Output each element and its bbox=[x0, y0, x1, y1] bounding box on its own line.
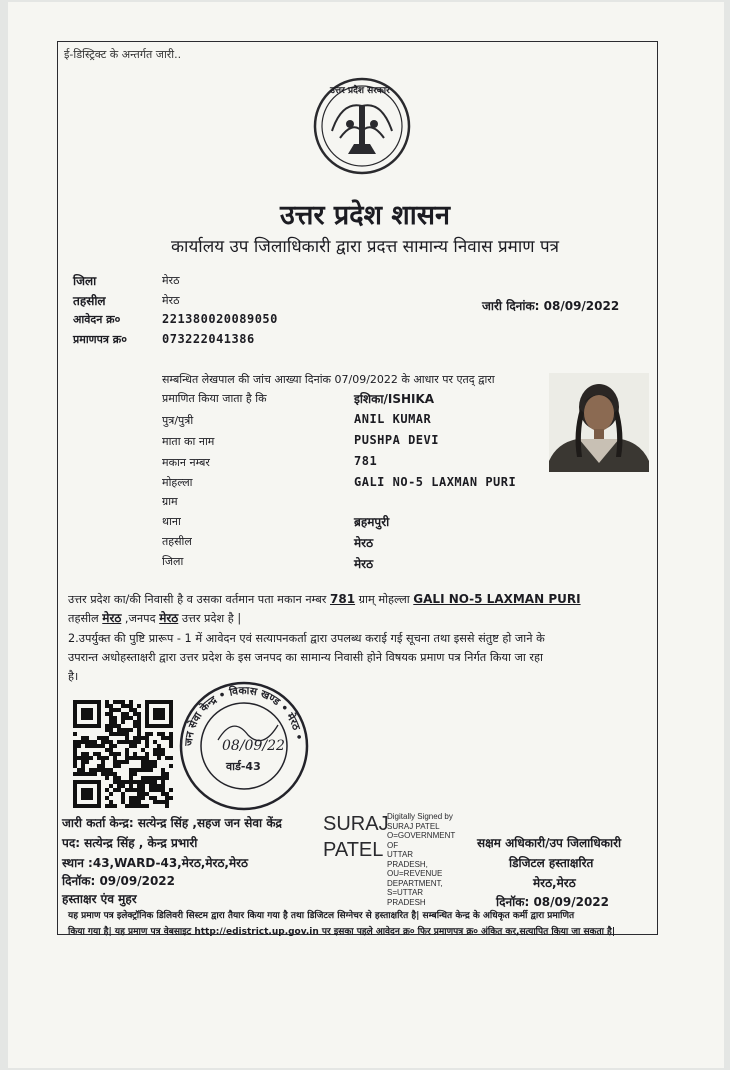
authority-line-3: मेरठ,मेरठ bbox=[533, 876, 576, 890]
sig-detail: SURAJ PATEL bbox=[387, 821, 440, 831]
qr-code bbox=[73, 700, 173, 808]
certified-value: इशिका/ISHIKA bbox=[354, 392, 435, 406]
district-label: जिला bbox=[162, 555, 184, 568]
house-value: 781 bbox=[354, 454, 378, 468]
meta-certificate-label: प्रमाणपत्र क्र० bbox=[73, 333, 127, 346]
tehsil-value: मेरठ bbox=[354, 536, 374, 550]
meta-application-label: आवेदन क्र० bbox=[73, 313, 121, 326]
statement-line-1 bbox=[68, 590, 648, 610]
issuer-line-5: हस्ताक्षर एंव मुहर bbox=[62, 892, 137, 906]
statement-text-a: उत्तर प्रदेश का/की निवासी है व उसका वर्तमान पता मकान नम्बर bbox=[68, 593, 327, 606]
statement-locality: GALI NO-5 LAXMAN PURI bbox=[413, 592, 581, 606]
house-label: मकान नम्बर bbox=[162, 456, 210, 469]
certified-label: प्रमाणित किया जाता है कि bbox=[162, 392, 267, 405]
signer-name-line-1: SURAJ bbox=[323, 813, 389, 835]
seal-ward: वार्ड-43 bbox=[226, 760, 261, 773]
statement-tehsil-label: तहसील bbox=[68, 612, 99, 625]
header-note: ई-डिस्ट्रिक्ट के अन्तर्गत जारी.. bbox=[64, 48, 182, 61]
authority-line-2: डिजिटल हस्ताक्षरित bbox=[509, 856, 594, 870]
statement-text-b: ग्राम् मोहल्ला bbox=[358, 593, 410, 606]
authority-line-4: दिनॉक: 08/09/2022 bbox=[496, 895, 610, 909]
sig-detail: S=UTTAR PRADESH bbox=[387, 888, 426, 907]
locality-label: मोहल्ला bbox=[162, 476, 193, 489]
digital-signature bbox=[323, 812, 456, 907]
meta-application-value: 221380020089050 bbox=[162, 312, 278, 326]
authority-line-1: सक्षम अधिकारी/उप जिलाधिकारी bbox=[477, 836, 622, 850]
statement-district: मेरठ bbox=[159, 611, 179, 625]
statement-line-4: उपरान्त अधोहस्ताक्षरी द्वारा उत्तर प्रदेश के इस जनपद का सामान्य निवासी होने विषयक प्रमाण पत्र निर्गत किया जा रहा bbox=[68, 651, 543, 664]
statement-house: 781 bbox=[330, 592, 356, 606]
sig-detail: DEPARTMENT, bbox=[387, 878, 443, 888]
meta-district-value: मेरठ bbox=[162, 274, 180, 287]
official-seal bbox=[178, 680, 310, 812]
district-value: मेरठ bbox=[354, 557, 374, 571]
village-label: ग्राम bbox=[162, 495, 178, 508]
signature-details bbox=[387, 812, 455, 907]
statement-line-2 bbox=[68, 609, 648, 629]
meta-district-label: जिला bbox=[73, 274, 97, 288]
certificate-title: उत्तर प्रदेश शासन bbox=[280, 200, 450, 231]
locality-value: GALI NO-5 LAXMAN PURI bbox=[354, 475, 517, 489]
details-intro: सम्बन्धित लेखपाल की जांच आख्या दिनांक 07/09/2022 के आधार पर एतद् द्वारा bbox=[162, 373, 495, 386]
mother-value: PUSHPA DEVI bbox=[354, 433, 439, 447]
statement-state: उत्तर प्रदेश है | bbox=[181, 612, 242, 625]
footer-line-1: यह प्रमाण पत्र इलेक्ट्रॉनिक डिलिवरी सिस्टम द्वारा तैयार किया गया है तथा डिजिटल सिग्नेचर से हस्ताक्षरित है| सम्बन्धित केन्द्र के अधिकृत कर्मी द्वारा प्रमाणित bbox=[68, 911, 575, 921]
meta-tehsil-value: मेरठ bbox=[162, 294, 180, 307]
meta-tehsil-label: तहसील bbox=[73, 294, 106, 308]
child-label: पुत्र/पुत्री bbox=[162, 414, 194, 427]
issuer-line-3: स्थान :43,WARD-43,मेरठ,मेरठ,मेरठ bbox=[62, 856, 249, 870]
tehsil-label: तहसील bbox=[162, 535, 192, 548]
sig-detail: UTTAR PRADESH, bbox=[387, 850, 428, 869]
footer-line-2: किया गया है| यह प्रमाण पत्र वेबसाइट http://edistrict.up.gov.in पर इसका पहले आवेदन क्र० फिर प्रमाणपत्र क्र० अंकित कर,सत्यापित किया जा सकता है| bbox=[68, 927, 616, 937]
issuer-line-4: दिनॉक: 09/09/2022 bbox=[62, 874, 176, 888]
police-value: ब्रहमपुरी bbox=[354, 515, 390, 529]
issue-date: जारी दिनांक: 08/09/2022 bbox=[482, 299, 620, 313]
emblem-text: उत्तर प्रदेश सरकार bbox=[330, 86, 390, 96]
statement-line-3: 2.उपर्युक्त की पुष्टि प्रारूप - 1 में आवेदन एवं सत्यापनकर्ता द्वारा उपलब्ध कराई गई सूचना तथा इससे संतुष्ट हो जाने के bbox=[68, 632, 545, 645]
seal-ring-text: जन सेवा केन्द्र • विकास खण्ड • मेरठ • bbox=[182, 684, 305, 747]
sig-detail: OU=REVENUE bbox=[387, 869, 443, 878]
sig-detail: O=GOVERNMENT OF bbox=[387, 831, 456, 850]
issuer-line-1: जारी कर्ता केन्द्र: सत्येन्द्र सिंह ,सहज जन सेवा केंद्र bbox=[62, 816, 282, 830]
certificate-subtitle: कार्यालय उप जिलाधिकारी द्वारा प्रदत्त सामान्य निवास प्रमाण पत्र bbox=[170, 237, 559, 257]
meta-certificate-value: 073222041386 bbox=[162, 332, 255, 346]
mother-label: माता का नाम bbox=[162, 435, 215, 448]
issuer-line-2: पद: सत्येन्द्र सिंह , केन्द्र प्रभारी bbox=[62, 836, 198, 850]
statement-district-label: ,जनपद bbox=[124, 612, 156, 625]
statement-line-5: है। bbox=[68, 670, 79, 683]
seal-handwritten-date: 08/09/22 bbox=[222, 738, 285, 754]
sig-detail: Digitally Signed by bbox=[387, 812, 453, 821]
child-value: ANIL KUMAR bbox=[354, 412, 432, 426]
statement-tehsil: मेरठ bbox=[102, 611, 122, 625]
police-label: थाना bbox=[162, 515, 181, 528]
applicant-photo bbox=[549, 373, 649, 472]
signer-name-line-2: PATEL bbox=[323, 839, 384, 861]
